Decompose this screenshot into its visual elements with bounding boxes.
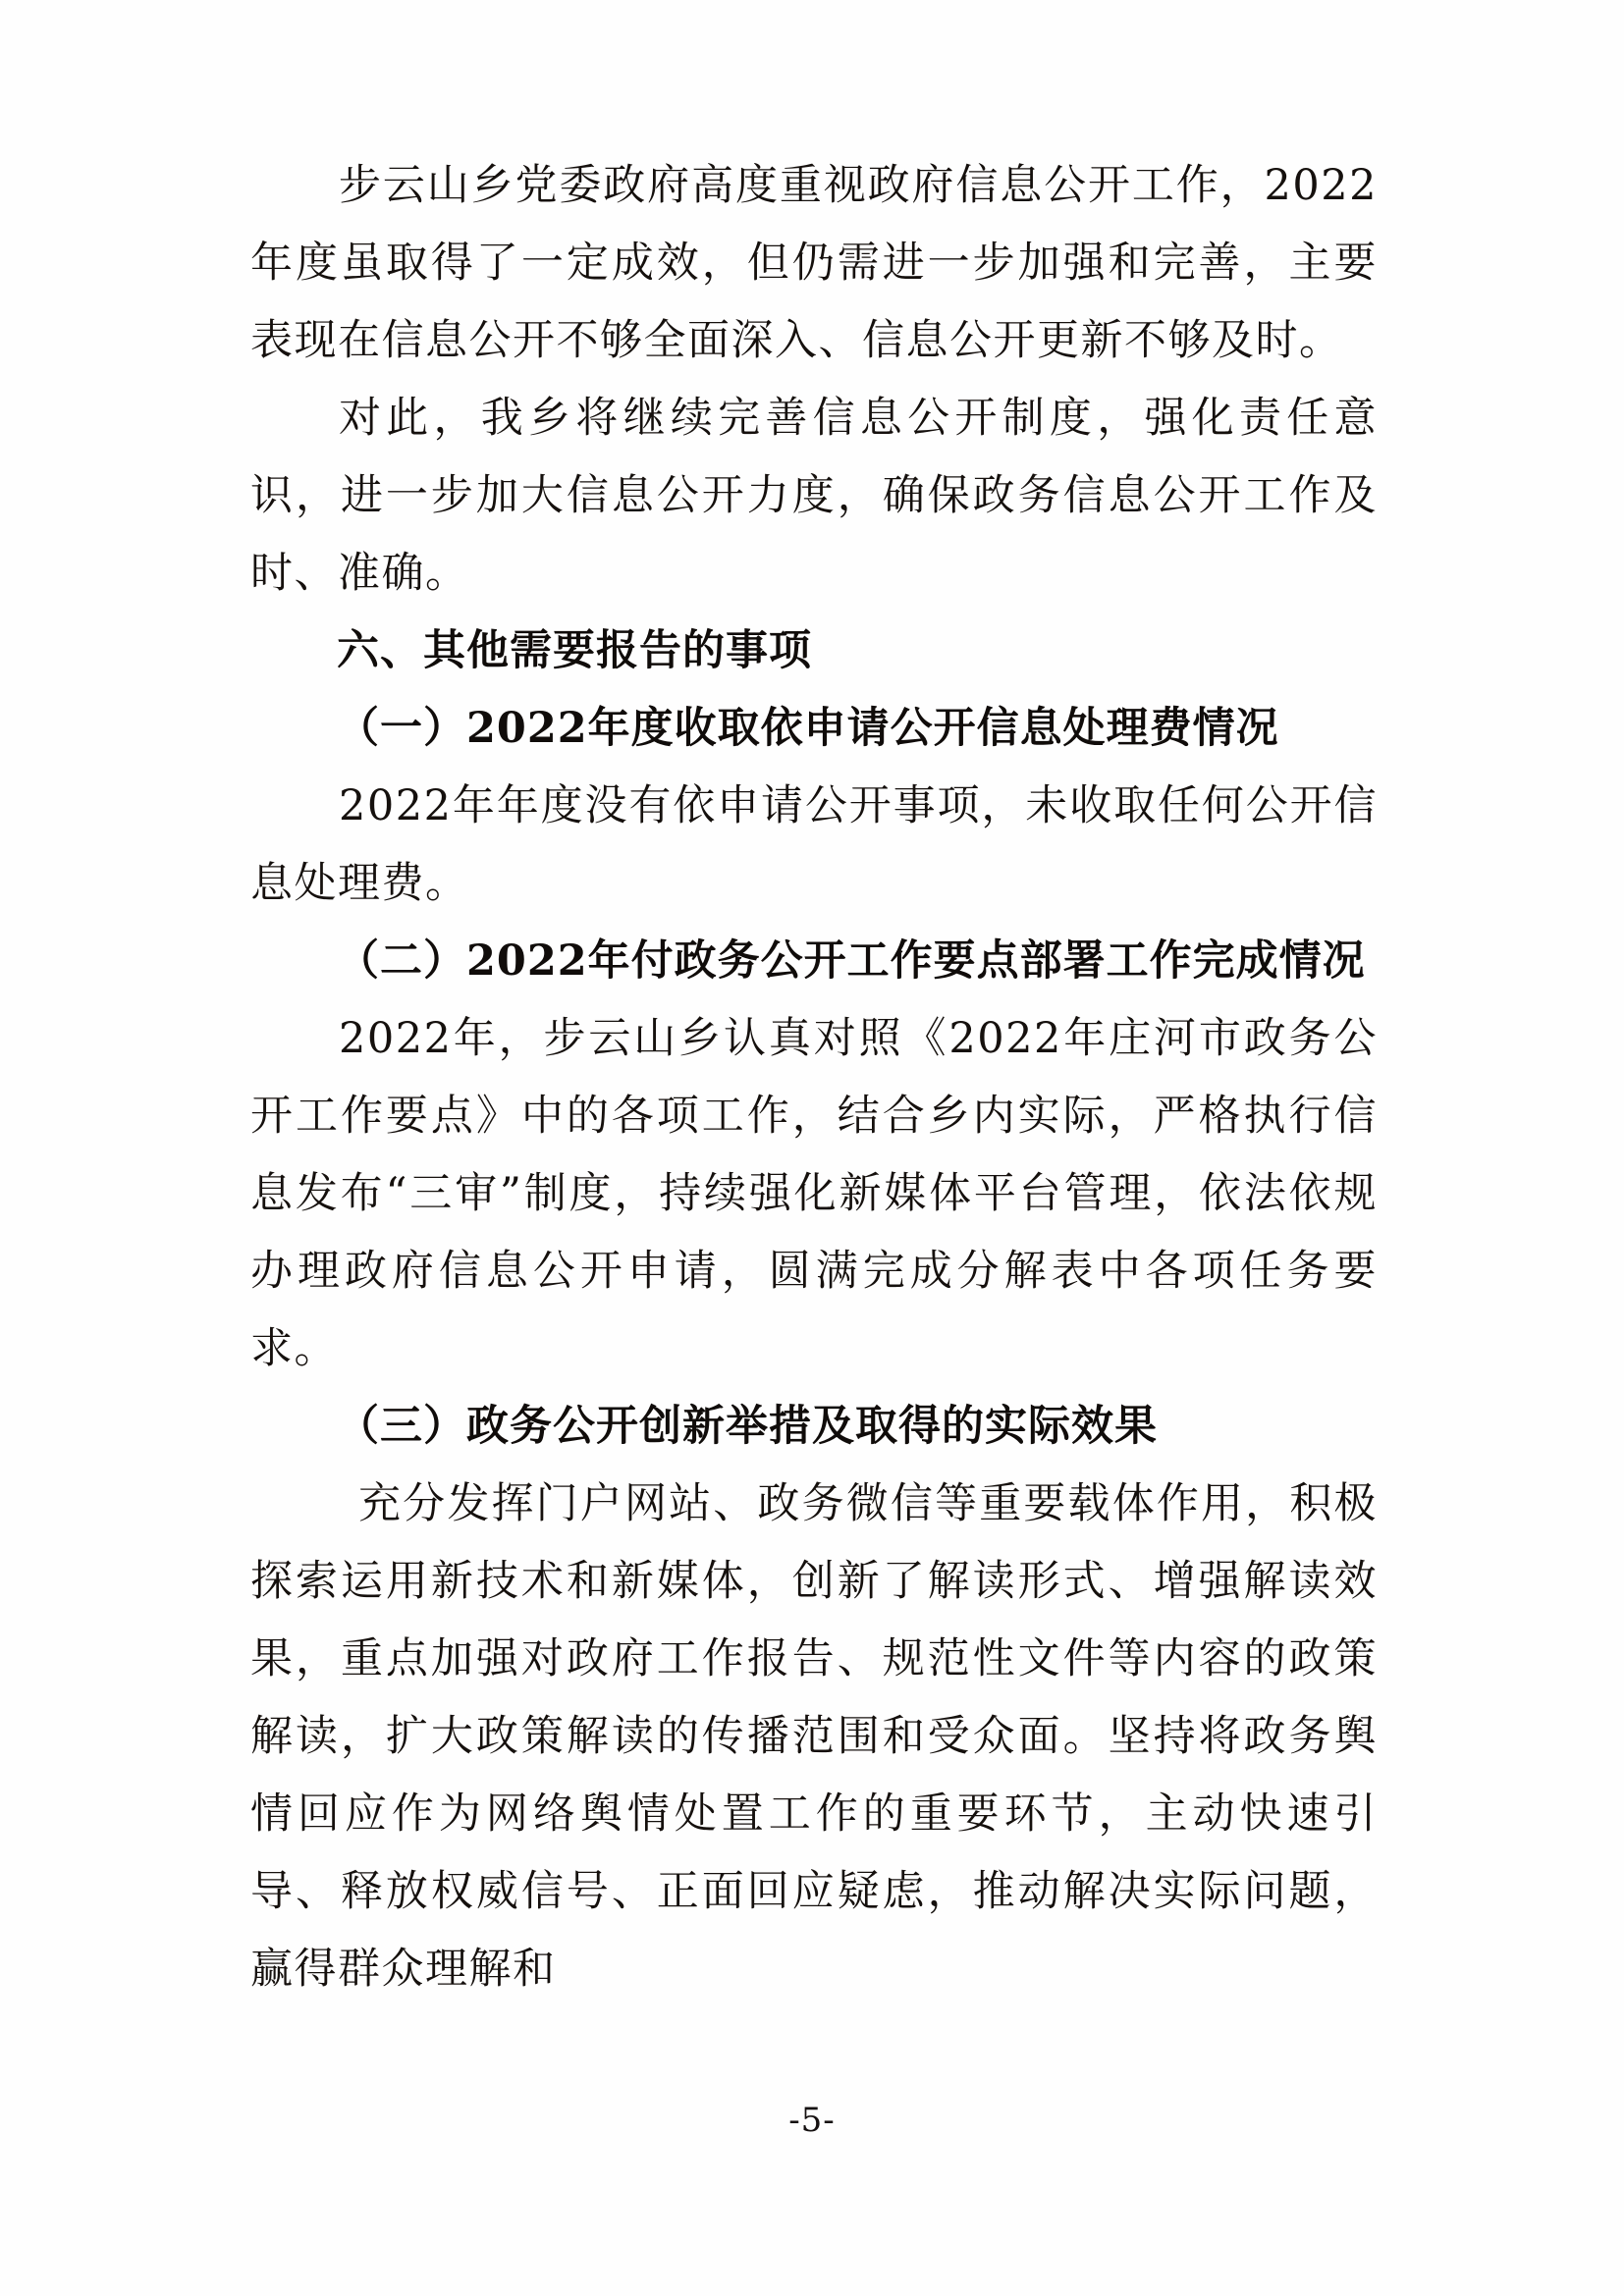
- page-content-body: [250, 147, 1378, 2008]
- section-heading-six: 六、其他需要报告的事项: [337, 626, 812, 675]
- paragraph-assessment-summary: 步云山乡党委政府高度重视政府信息公开工作，2022年度虽取得了一定成效，但仍需进一步加强和完善，主要表现在信息公开不够全面深入、信息公开更新不够及时。: [250, 161, 1378, 365]
- paragraph-work-points-completion: 2022年，步云山乡认真对照《2022年庄河市政务公开工作要点》中的各项工作，结合乡内实际，严格执行信息发布“三审”制度，持续强化新媒体平台管理，依法依规办理政府信息公开申请，圆满完成分解表中各项任务要求。: [250, 1014, 1378, 1373]
- subheading-two-work-points: （二）2022年付政务公开工作要点部署工作完成情况: [337, 936, 1366, 986]
- page-number-footer: -5-: [788, 2101, 836, 2140]
- paragraph-improvement-plan: 对此，我乡将继续完善信息公开制度，强化责任意识，进一步加大信息公开力度，确保政务信息公开工作及时、准确。: [250, 394, 1378, 598]
- paragraph-innovation-effects: 充分发挥门户网站、政务微信等重要载体作用，积极探索运用新技术和新媒体，创新了解读形式、增强解读效果，重点加强对政府工作报告、规范性文件等内容的政策解读，扩大政策解读的传播范围和受众面。坚持将政务舆情回应作为网络舆情处置工作的重要环节，主动快速引导、释放权威信号、正面回应疑虑，推动解决实际问题，赢得群众理解和: [250, 1479, 1378, 1994]
- paragraph-no-fee-collected: 2022年年度没有依申请公开事项，未收取任何公开信息处理费。: [250, 781, 1378, 908]
- subheading-one-processing-fee: （一）2022年度收取依申请公开信息处理费情况: [337, 704, 1279, 753]
- subheading-three-innovation: （三）政务公开创新举措及取得的实际效果: [337, 1402, 1158, 1451]
